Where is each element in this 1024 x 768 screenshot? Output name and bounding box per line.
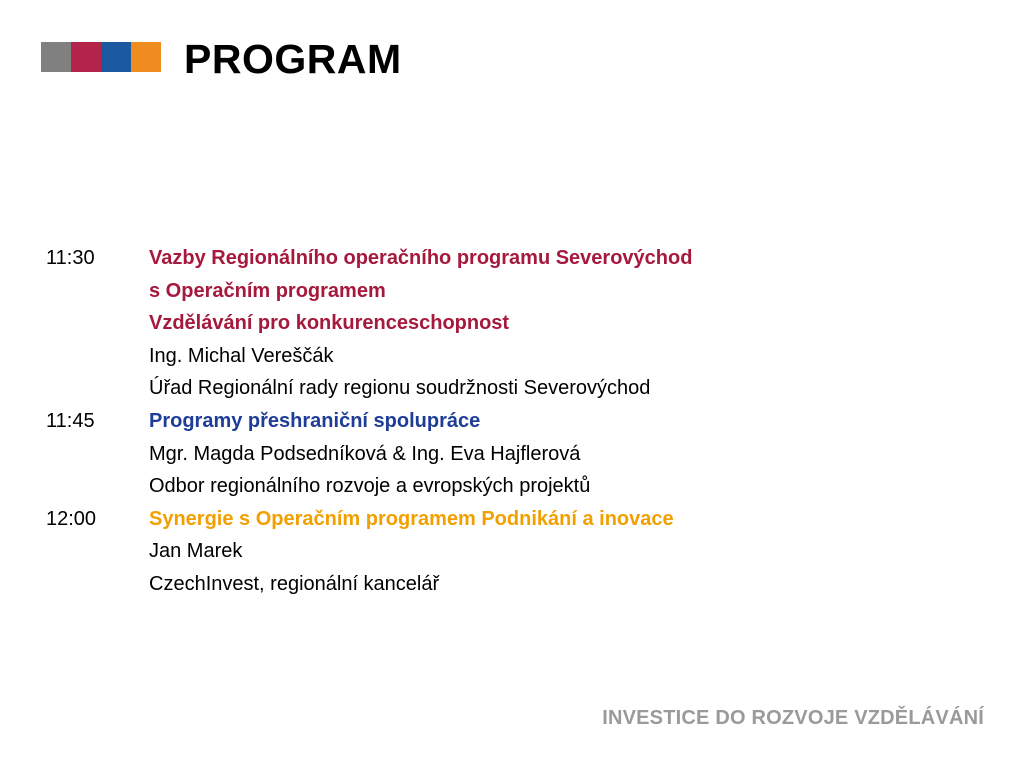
schedule-time: 11:45	[46, 409, 95, 432]
schedule-detail: Jan Marek	[149, 540, 243, 563]
schedule-detail-row	[46, 275, 986, 308]
schedule-topic: s Operačním programem	[149, 279, 386, 302]
schedule-detail: Mgr. Magda Podsedníková & Ing. Eva Hajflerová	[149, 442, 581, 465]
logo-block-1	[41, 42, 71, 72]
schedule-topic: Vzdělávání pro konkurenceschopnost	[149, 312, 510, 335]
schedule-detail-row	[46, 568, 986, 601]
schedule-detail: Ing. Michal Vereščák	[149, 344, 334, 367]
schedule-entry-row	[46, 503, 986, 536]
schedule-time: 12:00	[46, 507, 97, 530]
schedule-detail-row	[46, 535, 986, 568]
schedule-detail: CzechInvest, regionální kancelář	[149, 572, 440, 595]
schedule-detail: Úřad Regionální rady regionu soudržnosti Severovýchod	[149, 377, 651, 400]
logo-block-3	[101, 42, 131, 72]
logo-block-4	[131, 42, 161, 72]
program-schedule	[46, 242, 986, 601]
page-title: PROGRAM	[184, 36, 402, 82]
schedule-entry-row	[46, 242, 986, 275]
logo-block-2	[71, 42, 101, 72]
footer-slogan: INVESTICE DO ROZVOJE VZDĚLÁVÁNÍ	[602, 707, 984, 729]
schedule-detail-row	[46, 340, 986, 373]
schedule-detail-row	[46, 470, 986, 503]
schedule-detail-row	[46, 438, 986, 471]
schedule-topic: Programy přeshraniční spolupráce	[149, 409, 481, 432]
schedule-detail-row	[46, 372, 986, 405]
schedule-time: 11:30	[46, 247, 95, 269]
schedule-topic: Synergie s Operačním programem Podnikání a inovace	[149, 507, 674, 530]
logo-color-blocks	[41, 42, 161, 72]
schedule-entry-row	[46, 405, 986, 438]
schedule-detail: Odbor regionálního rozvoje a evropských projektů	[149, 475, 591, 498]
schedule-topic: Vazby Regionálního operačního programu Severovýchod	[149, 247, 693, 269]
schedule-detail-row	[46, 307, 986, 340]
